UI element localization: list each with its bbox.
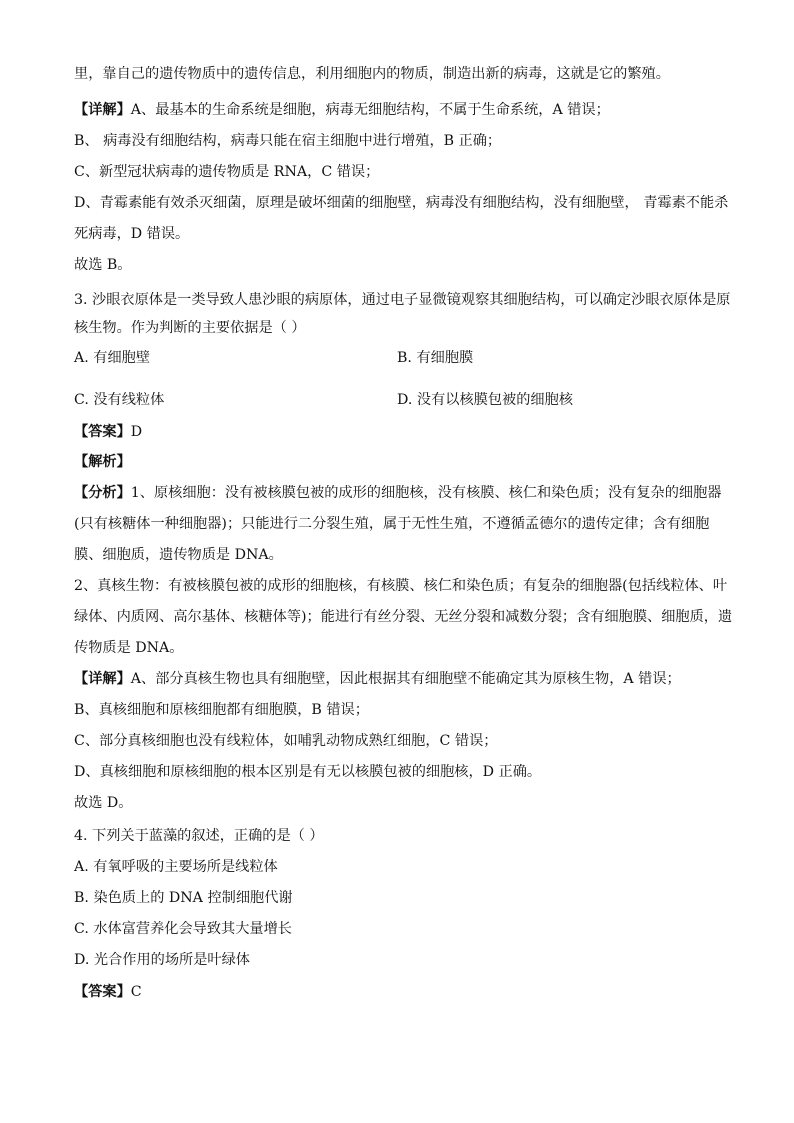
section-tag-answer: 【答案】 (74, 984, 131, 1000)
question-3-option-b: B. 有细胞膜 (397, 350, 474, 366)
text-line: D、真核细胞和原核细胞的根本区别是有无以核膜包被的细胞核，D 正确。 (74, 764, 542, 780)
text-line: B、 病毒没有细胞结构，病毒只能在宿主细胞中进行增殖，B 正确； (74, 133, 502, 149)
question-3-answer (74, 422, 142, 442)
question-4-option-d: D. 光合作用的场所是叶绿体 (74, 952, 250, 968)
section-tag-analysis (74, 452, 131, 472)
text-line: D、青霉素能有效杀灭细菌，原理是破坏细菌的细胞壁，病毒没有细胞结构，没有细胞壁， 青霉素不能杀 (74, 195, 729, 211)
question-4-option-a: A. 有氧呼吸的主要场所是线粒体 (74, 859, 278, 875)
section-tag-detail: 【详解】 (74, 102, 131, 118)
section-tag-answer: 【答案】 (74, 424, 131, 440)
question-3-stem: 核生物。作为判断的主要依据是（ ） (74, 320, 306, 336)
text-line: B、真核细胞和原核细胞都有细胞膜，B 错误； (74, 702, 369, 718)
question-3-option-d: D. 没有以核膜包被的细胞核 (397, 392, 573, 408)
section-tag-fenxi: 【分析】 (74, 485, 131, 501)
text-line (74, 100, 610, 120)
text-line (74, 483, 721, 503)
question-4-answer (74, 982, 142, 1002)
text-line: 传物质是 DNA。 (74, 640, 184, 656)
text-line: C、新型冠状病毒的遗传物质是 RNA，C 错误； (74, 164, 380, 180)
text-line (74, 669, 681, 689)
answer-value: D (130, 424, 143, 440)
text-content: 1、原核细胞：没有被核膜包被的成形的细胞核，没有核膜、核仁和染色质；没有复杂的细胞器 (130, 485, 722, 501)
question-3-option-c: C. 没有线粒体 (74, 392, 165, 408)
section-tag-analysis-label: 【解析】 (74, 454, 131, 470)
text-line: 死病毒，D 错误。 (74, 226, 190, 242)
question-3-stem: 3. 沙眼衣原体是一类导致人患沙眼的病原体，通过电子显微镜观察其细胞结构，可以确定沙眼衣原体是原 (74, 292, 731, 308)
text-line: 膜、细胞质，遗传物质是 DNA。 (74, 547, 283, 563)
text-line: (只有核糖体一种细胞器)；只能进行二分裂生殖，属于无性生殖，不遵循孟德尔的遗传定律；含有细胞 (74, 516, 710, 532)
text-line: 故选 D。 (74, 795, 133, 811)
text-content: A、最基本的生命系统是细胞，病毒无细胞结构，不属于生命系统，A 错误； (130, 102, 610, 118)
answer-value: C (130, 984, 142, 1000)
text-line: C、部分真核细胞也没有线粒体，如哺乳动物成熟红细胞，C 错误； (74, 733, 498, 749)
question-4-stem: 4. 下列关于蓝藻的叙述，正确的是（ ） (74, 828, 324, 844)
question-4-option-b: B. 染色质上的 DNA 控制细胞代谢 (74, 890, 293, 906)
text-content: A、部分真核生物也具有细胞壁，因此根据其有细胞壁不能确定其为原核生物，A 错误； (130, 671, 681, 687)
text-line: 2、真核生物：有被核膜包被的成形的细胞核，有核膜、核仁和染色质；有复杂的细胞器(包括线粒体、叶 (74, 578, 728, 594)
section-tag-detail: 【详解】 (74, 671, 131, 687)
question-4-option-c: C. 水体富营养化会导致其大量增长 (74, 921, 292, 937)
text-line: 绿体、内质网、高尔基体、核糖体等)；能进行有丝分裂、无丝分裂和减数分裂；含有细胞膜、细胞质，遗 (74, 609, 733, 625)
text-line: 故选 B。 (74, 257, 132, 273)
question-3-option-a: A. 有细胞壁 (74, 350, 151, 366)
text-line: 里，靠自己的遗传物质中的遗传信息，利用细胞内的物质，制造出新的病毒，这就是它的繁殖。 (74, 66, 670, 82)
